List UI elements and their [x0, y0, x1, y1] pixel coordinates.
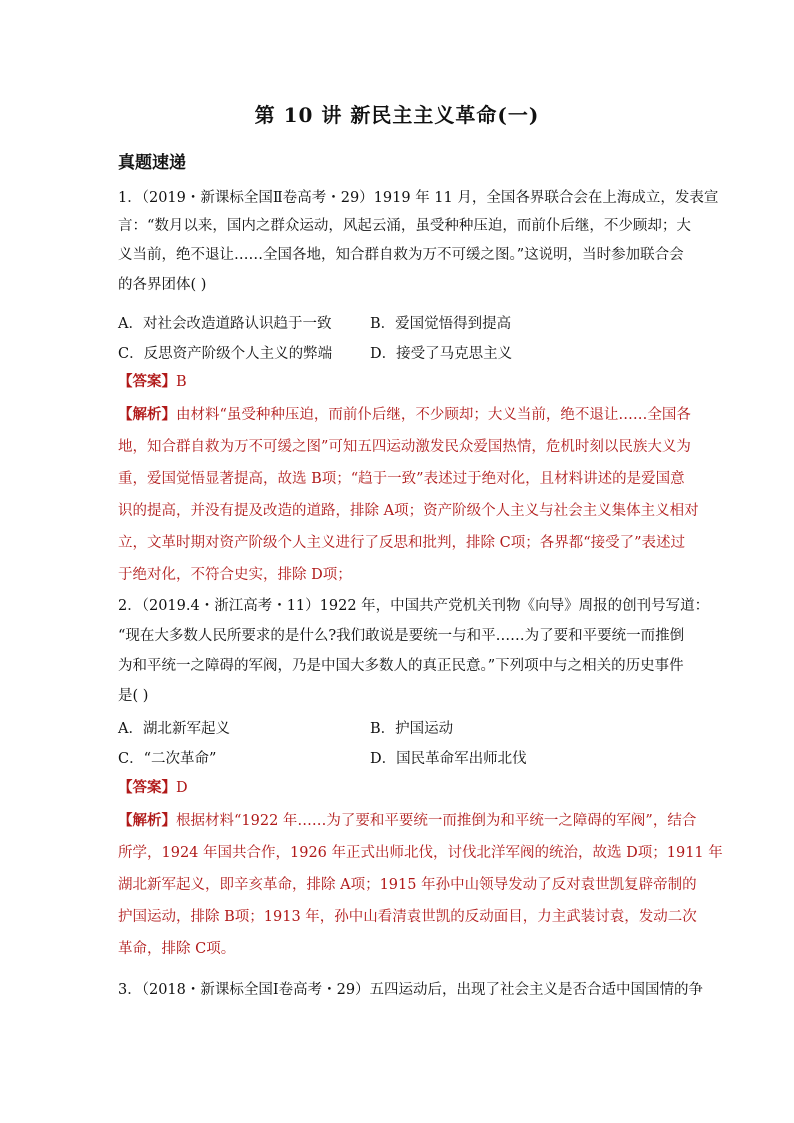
q1-option-c: C．反思资产阶级个人主义的弊端	[118, 346, 333, 362]
q2-option-c: C．“二次革命”	[118, 751, 217, 767]
q2-option-d: D．国民革命军出师北伐	[370, 751, 527, 767]
page-title: 第 10 讲 新民主主义革命(一)	[254, 103, 540, 127]
q2-option-a: A．湖北新军起义	[118, 721, 230, 737]
analysis-label: 【解析】	[118, 406, 176, 423]
q1-analysis-line	[118, 405, 691, 425]
q1-analysis-line: 立，文革时期对资产阶级个人主义进行了反思和批判，排除 C项；各界都“接受了”表述过	[118, 535, 686, 551]
q2-analysis-line: 革命，排除 C项。	[118, 941, 236, 957]
q1-stem-line: 1．（2019・新课标全国Ⅱ卷高考・29）1919 年 11 月，全国各界联合会在上海成立，发表宣	[118, 190, 719, 206]
answer-value: B	[176, 374, 187, 390]
analysis-text: 由材料“虽受种种压迫，而前仆后继，不少顾却；大义当前，绝不退让……全国各	[176, 407, 691, 423]
q1-stem-line: 的各界团体( )	[118, 277, 207, 293]
q2-analysis-line: 所学，1924 年国共合作，1926 年正式出师北伐，讨伐北洋军阀的统治，故选 D项；1911 年	[118, 845, 723, 861]
answer-value: D	[176, 780, 188, 796]
answer-label: 【答案】	[118, 779, 176, 796]
q2-analysis-line	[118, 811, 697, 831]
q1-analysis-line: 识的提高，并没有提及改造的道路，排除 A项；资产阶级个人主义与社会主义集体主义相对	[118, 503, 699, 519]
q2-stem-line: “现在大多数人民所要求的是什么?我们敢说是要统一与和平……为了要和平要统一而推倒	[118, 628, 685, 644]
q2-stem-line: 是( )	[118, 688, 149, 704]
q1-option-b: B．爱国觉悟得到提高	[370, 316, 512, 332]
analysis-text: 根据材料“1922 年……为了要和平要统一而推倒为和平统一之障碍的军阀”，结合	[176, 813, 697, 829]
analysis-label: 【解析】	[118, 812, 176, 829]
q1-stem-line: 义当前，绝不退让……全国各地，知合群自救为万不可缓之图。”这说明，当时参加联合会	[118, 247, 684, 263]
q1-analysis-line: 于绝对化，不符合史实，排除 D项；	[118, 567, 352, 583]
q2-option-b: B．护国运动	[370, 721, 454, 737]
q1-answer	[118, 372, 678, 392]
q2-analysis-line: 湖北新军起义，即辛亥革命，排除 A项；1915 年孙中山领导发动了反对袁世凯复辟帝制的	[118, 877, 697, 893]
q1-option-a: A．对社会改造道路认识趋于一致	[118, 316, 332, 332]
q2-answer	[118, 778, 678, 798]
q3-stem-line: 3．（2018・新课标全国Ⅰ卷高考・29）五四运动后，出现了社会主义是否合适中国国情的争	[118, 982, 704, 998]
q1-analysis-line: 地，知合群自救为万不可缓之图”可知五四运动激发民众爱国热情，危机时刻以民族大义为	[118, 439, 691, 455]
q2-stem-line: 为和平统一之障碍的军阀，乃是中国大多数人的真正民意。”下列项中与之相关的历史事件	[118, 658, 684, 674]
q1-analysis-line: 重，爱国觉悟显著提高，故选 B项；“趋于一致”表述过于绝对化，且材料讲述的是爱国意	[118, 471, 685, 487]
q1-option-d: D．接受了马克思主义	[370, 346, 513, 362]
q2-analysis-line: 护国运动，排除 B项；1913 年，孙中山看清袁世凯的反动面目，力主武装讨袁，发动二次	[118, 909, 697, 925]
section-heading: 真题速递	[118, 153, 186, 173]
q1-stem-line: 言：“数月以来，国内之群众运动，风起云涌，虽受种种压迫，而前仆后继，不少顾却；大	[118, 218, 691, 234]
answer-label: 【答案】	[118, 373, 176, 390]
q2-stem-line: 2．（2019.4・浙江高考・11）1922 年，中国共产党机关刊物《向导》周报的创刊号写道：	[118, 598, 710, 614]
